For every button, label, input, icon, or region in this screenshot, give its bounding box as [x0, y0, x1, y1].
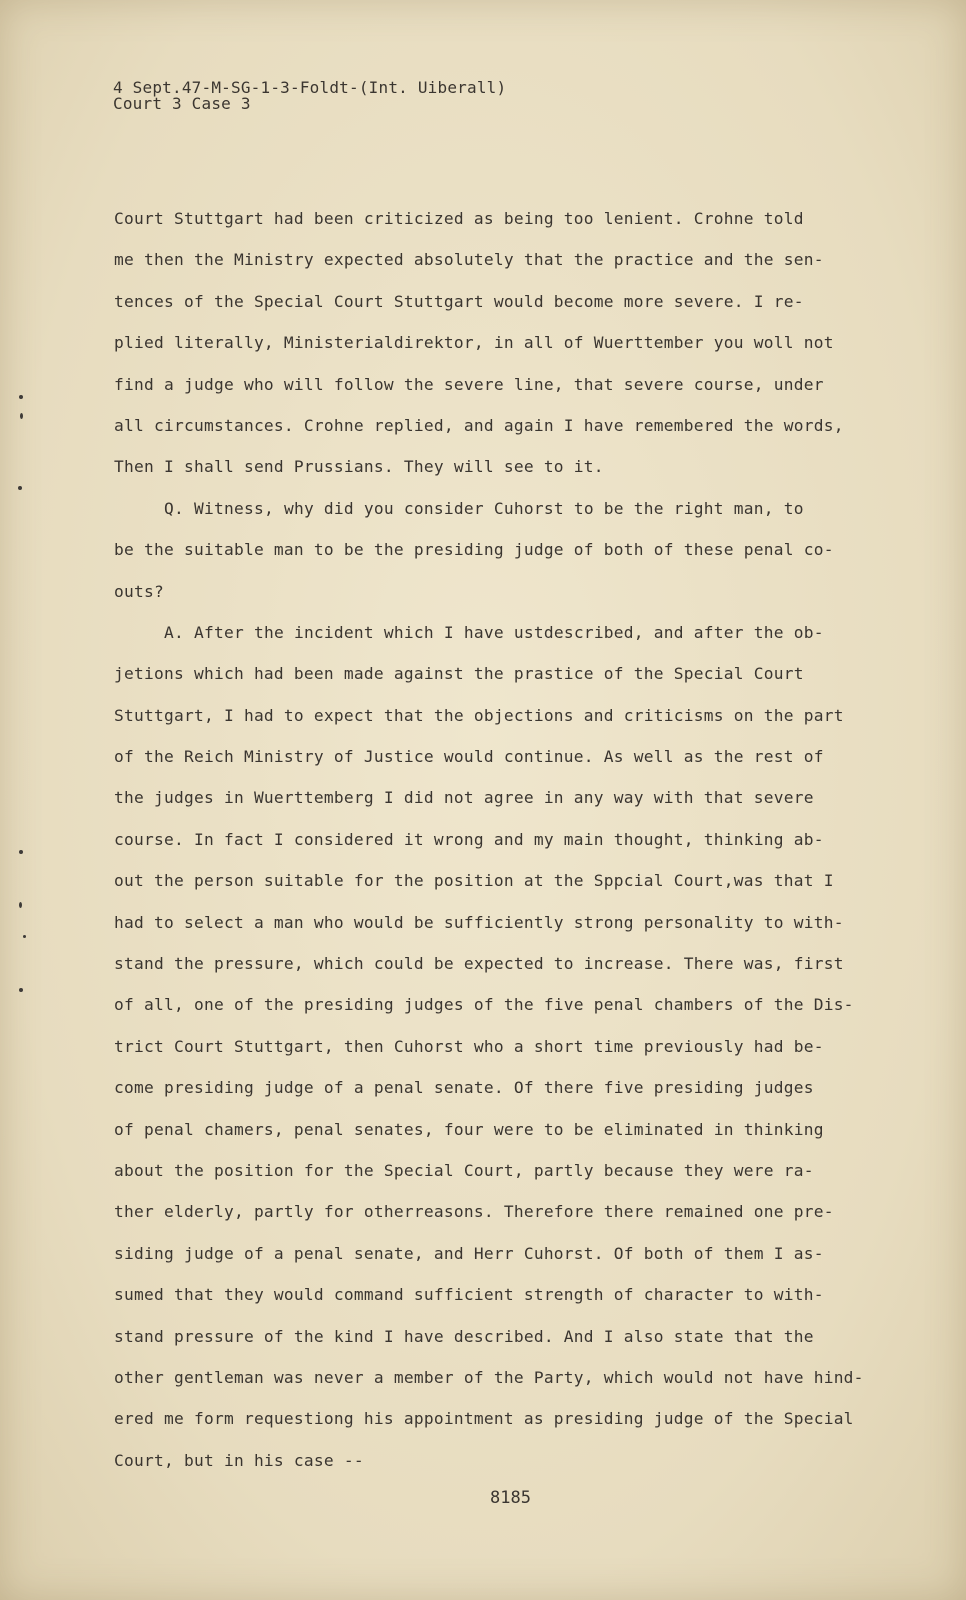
paper-speck: [19, 902, 22, 908]
transcript-line: me then the Ministry expected absolutely that the practice and the sen-: [114, 250, 824, 270]
paper-speck: [18, 486, 22, 490]
transcript-line: of penal chamers, penal senates, four were to be eliminated in thinking: [114, 1119, 824, 1139]
transcript-line: stand pressure of the kind I have described. And I also state that the: [114, 1326, 814, 1346]
transcript-line: course. In fact I considered it wrong and my main thought, thinking ab-: [114, 829, 824, 849]
transcript-line: find a judge who will follow the severe line, that severe course, under: [114, 374, 824, 394]
paper-speck: [19, 850, 23, 854]
document-header: [113, 80, 506, 112]
transcript-line: siding judge of a penal senate, and Herr Cuhorst. Of both of them I as-: [114, 1243, 824, 1263]
transcript-line: ther elderly, partly for otherreasons. Therefore there remained one pre-: [114, 1202, 834, 1222]
transcript-line: tences of the Special Court Stuttgart would become more severe. I re-: [114, 291, 804, 311]
transcript-line: Stuttgart, I had to expect that the objections and criticisms on the part: [114, 705, 844, 725]
page-number: 8185: [490, 1488, 531, 1508]
paper-speck: [20, 413, 23, 419]
transcript-line: be the suitable man to be the presiding judge of both of these penal co-: [114, 540, 834, 560]
transcript-line: plied literally, Ministerialdirektor, in all of Wuerttember you woll not: [114, 333, 834, 353]
header-reference-line: 4 Sept.47-M-SG-1-3-Foldt-(Int. Uiberall): [113, 78, 507, 97]
paper-speck: [19, 395, 23, 399]
paper-speck: [19, 988, 23, 992]
transcript-line: ered me form requestiong his appointment as presiding judge of the Special: [114, 1409, 854, 1429]
transcript-line: of all, one of the presiding judges of the five penal chambers of the Dis-: [114, 995, 854, 1015]
transcript-line: out the person suitable for the position at the Sppcial Court,was that I: [114, 871, 834, 891]
transcript-line: come presiding judge of a penal senate. Of there five presiding judges: [114, 1078, 814, 1098]
transcript-line: jetions which had been made against the prastice of the Special Court: [114, 664, 804, 684]
transcript-body: [114, 198, 894, 1481]
transcript-line: sumed that they would command sufficient strength of character to with-: [114, 1285, 824, 1305]
answer-line: A. After the incident which I have ustdescribed, and after the ob-: [164, 622, 824, 642]
transcript-line: of the Reich Ministry of Justice would continue. As well as the rest of: [114, 747, 824, 767]
header-court-case-line: Court 3 Case 3: [113, 94, 251, 113]
transcript-line: Court Stuttgart had been criticized as being too lenient. Crohne told: [114, 209, 804, 228]
transcript-line: stand the pressure, which could be expected to increase. There was, first: [114, 954, 844, 974]
transcript-line: Then I shall send Prussians. They will see to it.: [114, 457, 604, 477]
transcript-line: trict Court Stuttgart, then Cuhorst who a short time previously had be-: [114, 1036, 824, 1056]
transcript-line: about the position for the Special Court, partly because they were ra-: [114, 1160, 814, 1180]
transcript-line: Court, but in his case --: [114, 1450, 364, 1470]
transcript-line: all circumstances. Crohne replied, and again I have remembered the words,: [114, 415, 844, 435]
transcript-line: outs?: [114, 581, 164, 601]
transcript-line: had to select a man who would be sufficiently strong personality to with-: [114, 912, 844, 932]
transcript-line: other gentleman was never a member of the Party, which would not have hind-: [114, 1367, 864, 1387]
question-line: Q. Witness, why did you consider Cuhorst to be the right man, to: [164, 498, 804, 518]
transcript-line: the judges in Wuerttemberg I did not agree in any way with that severe: [114, 788, 814, 808]
paper-speck: [23, 935, 26, 938]
